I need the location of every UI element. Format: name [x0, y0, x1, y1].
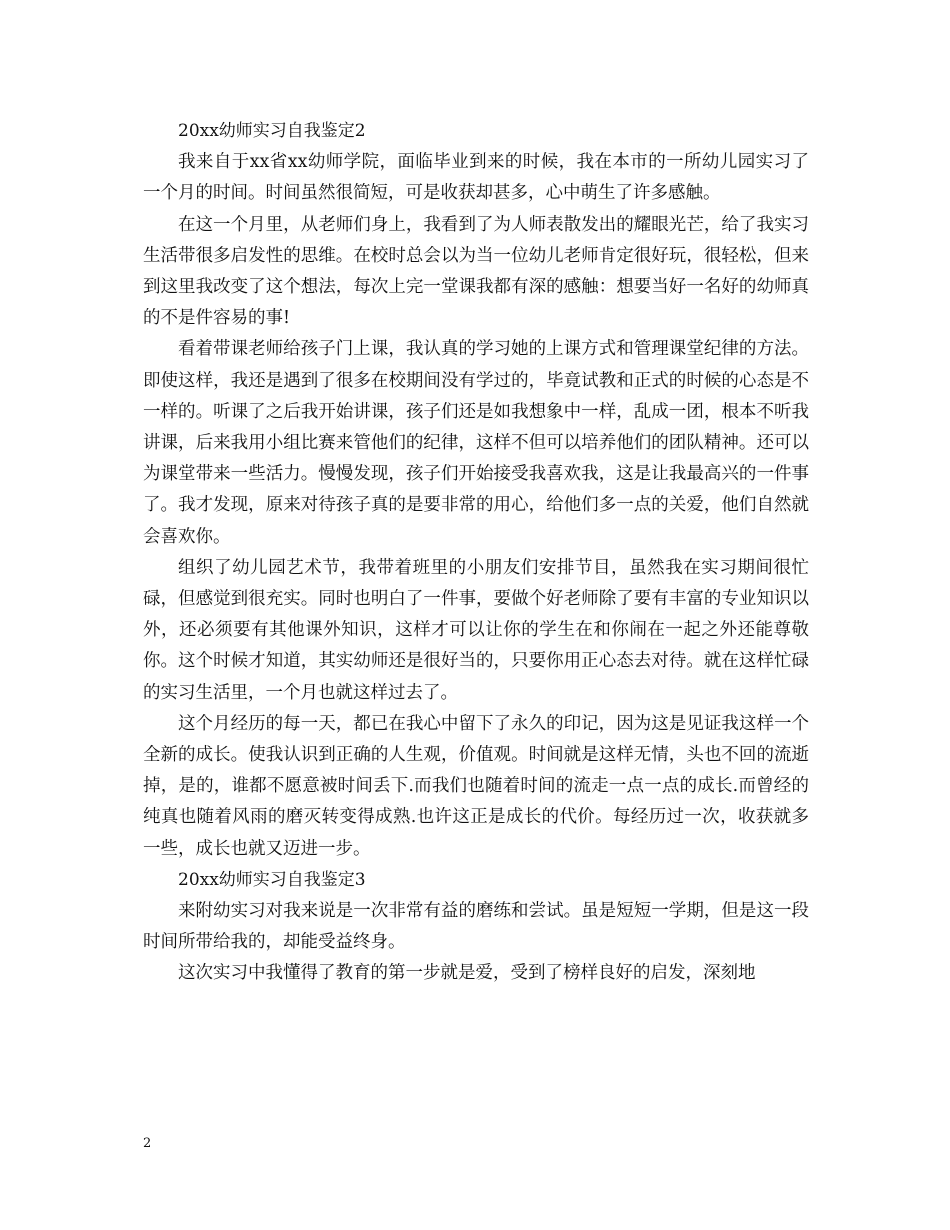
paragraph: 这个月经历的每一天，都已在我心中留下了永久的印记，因为这是见证我这样一个全新的成长。使我认识到正确的人生观，价值观。时间就是这样无情，头也不回的流逝掉，是的，谁都不愿意被时间丢下.而我们也随着时间的流走一点一点的成长.而曾经的纯真也随着风雨的磨灭转变得成熟.也许这正是成长的代价。每经历过一次，收获就多一些，成长也就又迈进一步。: [143, 713, 809, 859]
paragraph: 组织了幼儿园艺术节，我带着班里的小朋友们安排节目，虽然我在实习期间很忙碌，但感觉到很充实。同时也明白了一件事，要做个好老师除了要有丰富的专业知识以外，还必须要有其他课外知识，这样才可以让你的学生在和你闹在一起之外还能尊敬你。这个时候才知道，其实幼师还是很好当的，只要你用正心态去对待。就在这样忙碌的实习生活里，一个月也就这样过去了。: [143, 557, 809, 703]
page-number: 2: [143, 1136, 152, 1151]
section-heading: 20xx幼师实习自我鉴定3: [178, 869, 366, 890]
document-body: [143, 116, 809, 990]
section-heading: 20xx幼师实习自我鉴定2: [178, 121, 366, 141]
paragraph: 我来自于xx省xx幼师学院，面临毕业到来的时候，我在本市的一所幼儿园实习了一个月的时间。时间虽然很简短，可是收获却甚多，心中萌生了许多感触。: [143, 152, 809, 204]
paragraph: 看着带课老师给孩子门上课，我认真的学习她的上课方式和管理课堂纪律的方法。即使这样，我还是遇到了很多在校期间没有学过的，毕竟试教和正式的时候的心态是不一样的。听课了之后我开始讲课，孩子们还是如我想象中一样，乱成一团，根本不听我讲课，后来我用小组比赛来管他们的纪律，这样不但可以培养他们的团队精神。还可以为课堂带来一些活力。慢慢发现，孩子们开始接受我喜欢我，这是让我最高兴的一件事了。我才发现，原来对待孩子真的是要非常的用心，给他们多一点的关爱，他们自然就会喜欢你。: [143, 339, 809, 547]
paragraph: 在这一个月里，从老师们身上，我看到了为人师表散发出的耀眼光芒，给了我实习生活带很多启发性的思维。在校时总会以为当一位幼儿老师肯定很好玩，很轻松，但来到这里我改变了这个想法，每次上完一堂课我都有深的感触：想要当好一名好的幼师真的不是件容易的事!: [143, 214, 809, 329]
paragraph: 来附幼实习对我来说是一次非常有益的磨练和尝试。虽是短短一学期，但是这一段时间所带给我的，却能受益终身。: [143, 901, 809, 953]
paragraph: 这次实习中我懂得了教育的第一步就是爱，受到了榜样良好的启发，深刻地: [178, 963, 756, 984]
